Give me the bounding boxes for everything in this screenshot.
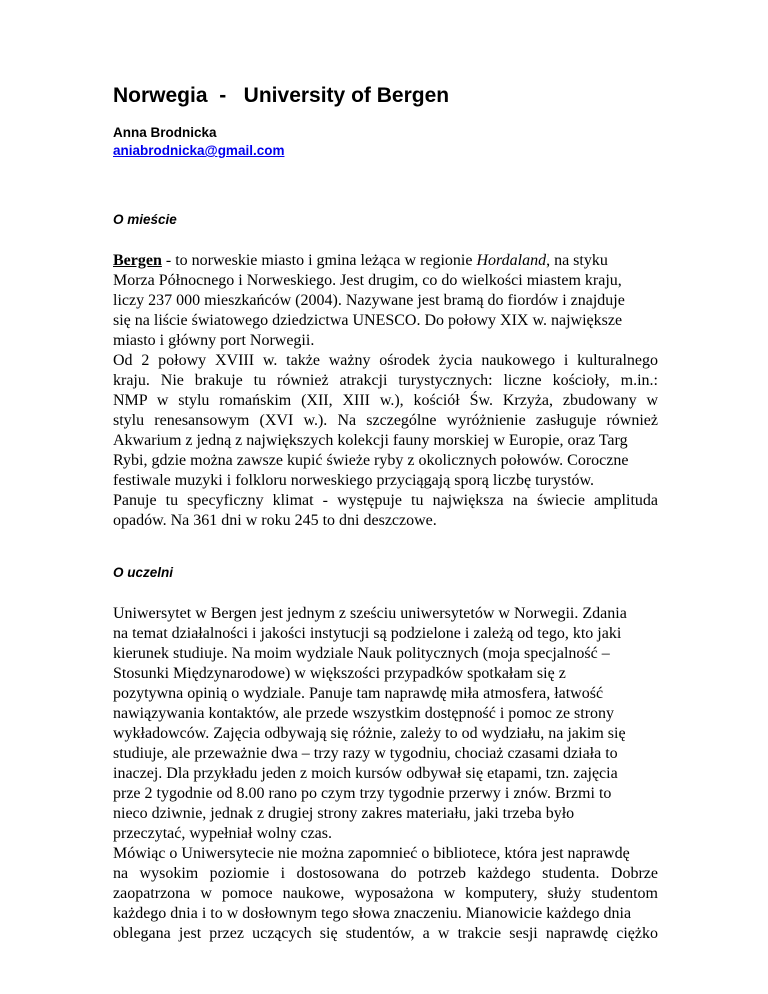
text-line [113, 251, 658, 271]
text-line: kierunek studiuje. Na moim wydziale Nauk politycznych (moja specjalność – [113, 645, 610, 662]
university-paragraph [113, 604, 658, 944]
text-line: opadów. Na 361 dni w roku 245 to dni deszczowe. [113, 512, 437, 529]
text-line: Mówiąc o Uniwersytecie nie można zapomnieć o bibliotece, która jest naprawdę [113, 845, 630, 862]
text-line: na wysokim poziomie i dostosowana do potrzeb każdego studenta. Dobrze [113, 865, 658, 882]
author-email-link[interactable]: aniabrodnicka@gmail.com [113, 143, 285, 158]
text-line: przeczytać, wypełniał wolny czas. [113, 825, 333, 842]
text-line: liczy 237 000 mieszkańców (2004). Nazywane jest bramą do fiordów i znajduje [113, 292, 625, 309]
bergen-bold: Bergen [113, 252, 162, 269]
text-line: Akwarium z jedną z największych kolekcji fauny morskiej w Europie, oraz Targ [113, 432, 628, 449]
text-line: oblegana jest przez uczących się studentów, a w trakcie sesji naprawdę ciężko [113, 925, 658, 942]
text-line: na temat działalności i jakości instytucji są podzielone i zależą od tego, kto jaki [113, 625, 622, 642]
text-line: Stosunki Międzynarodowe) w większości przypadków spotkałam się z [113, 665, 566, 682]
text-line: kraju. Nie brakuje tu również atrakcji turystycznych: liczne kościoły, m.in.: [113, 372, 658, 389]
text-line: wykładowców. Zajęcia odbywają się różnie, zależy to od wydziału, na jakim się [113, 725, 626, 742]
text-line: zaopatrzona w pomoce naukowe, wyposażona w komputery, służy studentom [113, 885, 658, 902]
text-line: nieco dziwnie, jednak z drugiej strony zakres materiału, jaki trzeba było [113, 805, 575, 822]
text-line: każdego dnia i to w dosłownym tego słowa znaczeniu. Mianowicie każdego dnia [113, 905, 632, 922]
text-line: prze 2 tygodnie od 8.00 rano po czym trzy tygodnie przerwy i znów. Brzmi to [113, 785, 612, 802]
text-line: NMP w stylu romańskim (XII, XIII w.), kościół Św. Krzyża, zbudowany w [113, 392, 658, 409]
text-line: nawiązywania kontaktów, ale przede wszystkim dostępność i pomoc ze strony [113, 705, 615, 722]
author-name: Anna Brodnicka [113, 125, 217, 140]
author-block [113, 124, 284, 160]
text-line: studiuje, ale przeważnie dwa – trzy razy w tygodniu, chociaż czasami działa to [113, 745, 618, 762]
text-line: inaczej. Dla przykładu jeden z moich kursów odbywał się etapami, tzn. zajęcia [113, 765, 618, 782]
hordaland-italic: Hordaland [476, 252, 547, 269]
section-heading-city: O mieście [113, 212, 177, 227]
section-heading-university: O uczelni [113, 565, 174, 580]
text-span: - to norweskie miasto i gmina leżąca w regionie [161, 252, 477, 269]
text-line: miasto i główny port Norwegii. [113, 332, 315, 349]
document-title: Norwegia - University of Bergen [113, 84, 450, 107]
text-line: Morza Północnego i Norweskiego. Jest drugim, co do wielkości miastem kraju, [113, 272, 622, 289]
text-line: Uniwersytet w Bergen jest jednym z sześciu uniwersytetów w Norwegii. Zdania [113, 605, 627, 622]
text-line: Rybi, gdzie można zawsze kupić świeże ryby z okolicznych połowów. Coroczne [113, 452, 629, 469]
text-line: Panuje tu specyficzny klimat - występuje tu największa na świecie amplituda [113, 492, 658, 509]
text-line: festiwale muzyki i folkloru norweskiego przyciągają sporą liczbę turystów. [113, 472, 595, 489]
text-line: pozytywna opinią o wydziale. Panuje tam naprawdę miła atmosfera, łatwość [113, 685, 604, 702]
city-paragraph [113, 251, 658, 531]
text-line: się na liście światowego dziedzictwa UNESCO. Do połowy XIX w. największe [113, 312, 623, 329]
text-line: Od 2 połowy XVIII w. także ważny ośrodek życia naukowego i kulturalnego [113, 352, 658, 369]
text-span: , na styku [546, 252, 608, 269]
text-line: stylu renesansowym (XVI w.). Na szczególne wyróżnienie zasługuje również [113, 412, 658, 429]
